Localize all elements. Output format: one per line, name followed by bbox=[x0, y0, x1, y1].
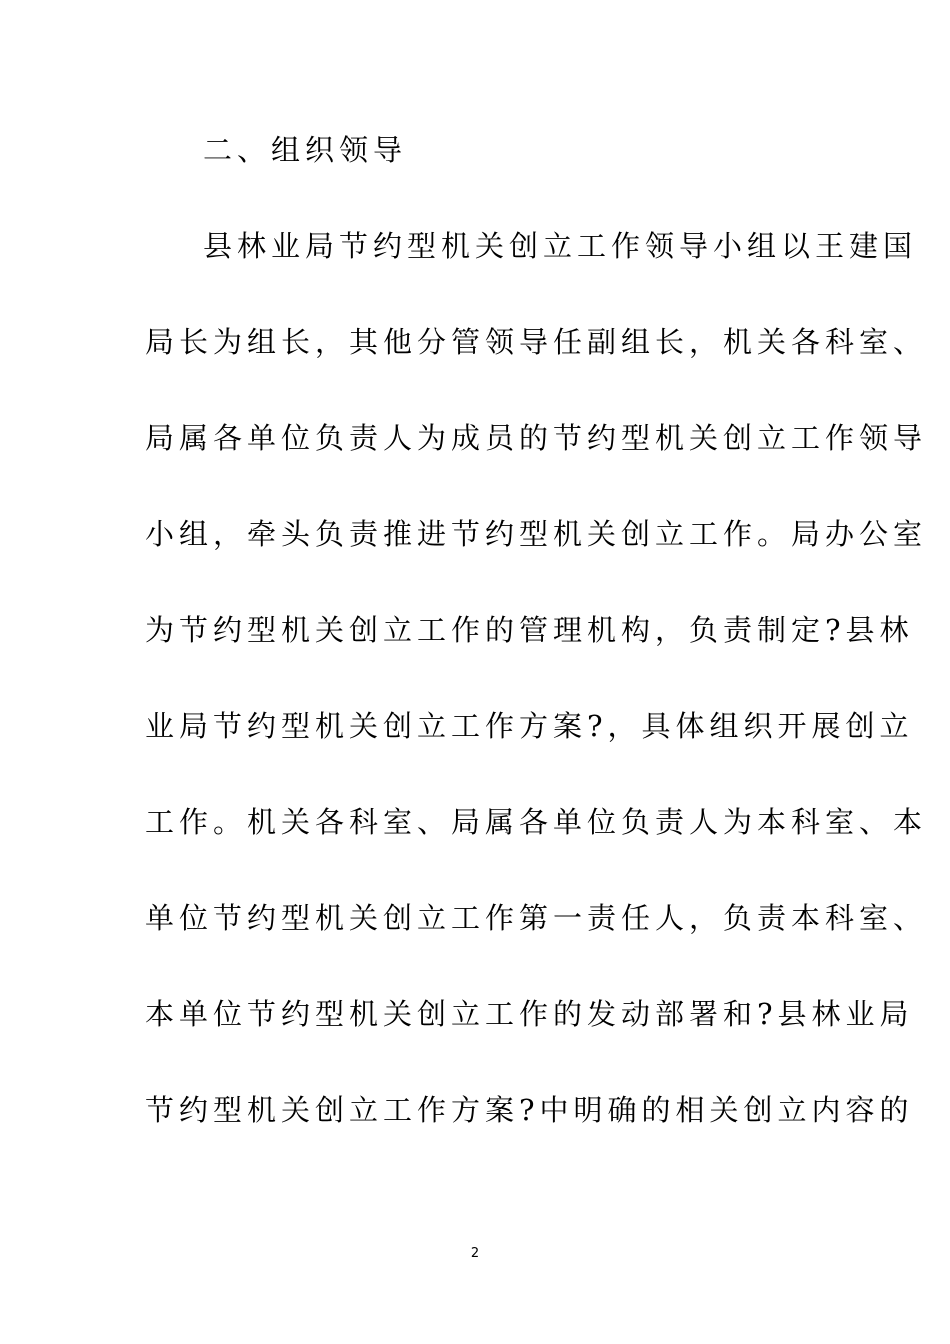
paragraph-line-9: 本单位节约型机关创立工作的发动部署和?县林业局 bbox=[145, 997, 914, 1031]
paragraph-line-7: 工作。机关各科室、局属各单位负责人为本科室、本 bbox=[145, 805, 928, 839]
paragraph-line-3: 局属各单位负责人为成员的节约型机关创立工作领导 bbox=[145, 421, 928, 455]
paragraph-line-2: 局长为组长，其他分管领导任副组长，机关各科室、 bbox=[145, 325, 928, 359]
page-number: 2 bbox=[470, 1246, 480, 1261]
paragraph-line-6: 业局节约型机关创立工作方案?，具体组织开展创立 bbox=[145, 709, 914, 743]
paragraph-line-1: 县林业局节约型机关创立工作领导小组以王建国 bbox=[203, 229, 918, 263]
section-heading: 二、组织领导 bbox=[203, 133, 408, 167]
paragraph-line-8: 单位节约型机关创立工作第一责任人，负责本科室、 bbox=[145, 901, 928, 935]
paragraph-line-4: 小组，牵头负责推进节约型机关创立工作。局办公室 bbox=[145, 517, 928, 551]
paragraph-line-10: 节约型机关创立工作方案?中明确的相关创立内容的 bbox=[145, 1093, 914, 1127]
paragraph-line-5: 为节约型机关创立工作的管理机构，负责制定?县林 bbox=[145, 613, 914, 647]
